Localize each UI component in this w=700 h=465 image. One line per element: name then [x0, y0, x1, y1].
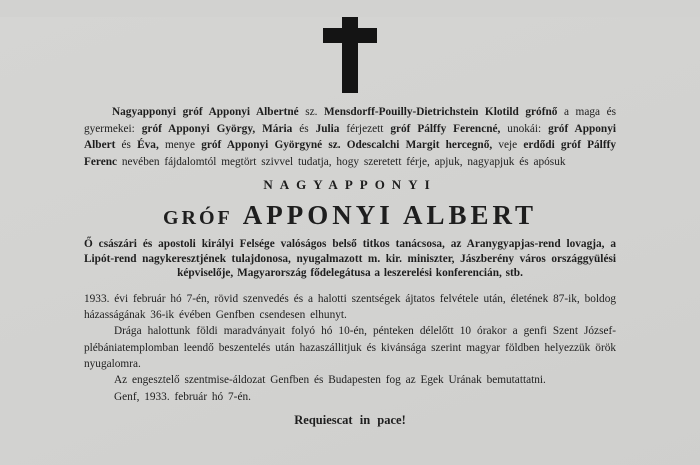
name-run: Éva,: [137, 139, 159, 151]
body-paragraph: Genf, 1933. február hó 7-én.: [114, 390, 251, 403]
body-paragraph: 1933. évi február hó 7-én, rövid szenvedés és a halotti szentségek ájtatos felvétele után, életének 87-ik, boldog házasságának 36-ik évében Genfben csendesen elhunyt.: [84, 292, 616, 322]
title-prefix: GRÓF: [162, 207, 233, 229]
text-run: veje: [492, 139, 524, 151]
closing-line: Requiescat in pace!: [294, 412, 406, 427]
name-run: Mensdorff-Pouilly-Dietrichstein Klotild grófnő: [324, 106, 558, 118]
latin-cross-icon: [323, 17, 377, 93]
text-run: nevében fájdalomtól megtört szivvel tudatja, hogy szeretett férje, apjuk, nagyapjuk és apósuk: [117, 155, 566, 168]
honors-paragraph: Ő császári és apostoli királyi Felsége valóságos belső titkos tanácsosa, az Aranygyapjas-rend lovagja, a Lipót-rend nagykeresztjének tulajdonosa, nyugalmazott m. kir. miniszter, Jászberény város országgyülési képviselője, Magyarország fődelegátusa a leszerelési konferencián, stb.: [84, 238, 616, 280]
cross-horizontal-bar: [323, 28, 377, 43]
text-run: és: [115, 139, 138, 151]
deceased-name-title: [84, 195, 616, 232]
name-run: gróf Pálffy Ferencné,: [390, 122, 501, 135]
name-run: gróf Apponyi György, Mária: [141, 122, 293, 135]
title-kicker: NAGYAPPONYI: [263, 177, 437, 192]
text-run: a maga és gyermekei:: [84, 106, 616, 135]
text-run: férjezett: [339, 122, 391, 135]
text-run: menye: [158, 139, 202, 151]
obituary-sheet: [0, 17, 700, 465]
text-run: és: [292, 122, 316, 135]
name-run: gróf Apponyi Györgyné sz. Odescalchi Margit hercegnő,: [201, 139, 493, 151]
body-paragraph: Drága halottunk földi maradványait folyó hó 10-én, pénteken délelőtt 10 órakor a genfi Szent József-plébániatemplomban leendő beszentelés után hazaszállitjuk és kivánsága szerint magyar földben helyezzük örök nyugalomra.: [84, 325, 616, 370]
text-run: unokái:: [500, 122, 549, 135]
title-main: APPONYI ALBERT: [242, 200, 538, 230]
name-run: Nagyapponyi gróf Apponyi Albertné: [112, 106, 299, 118]
text-run: sz.: [298, 106, 325, 118]
family-announcement-paragraph: [84, 104, 616, 170]
name-run: Julia: [315, 122, 340, 135]
name-run: gróf Apponyi Albert: [84, 122, 616, 151]
announcement-body: [84, 291, 616, 405]
body-paragraph: Az engesztelő szentmise-áldozat Genfben és Budapesten fog az Egek Urának bemutattatni.: [114, 374, 546, 387]
name-run: erdődi gróf Pálffy Ferenc: [84, 139, 616, 168]
